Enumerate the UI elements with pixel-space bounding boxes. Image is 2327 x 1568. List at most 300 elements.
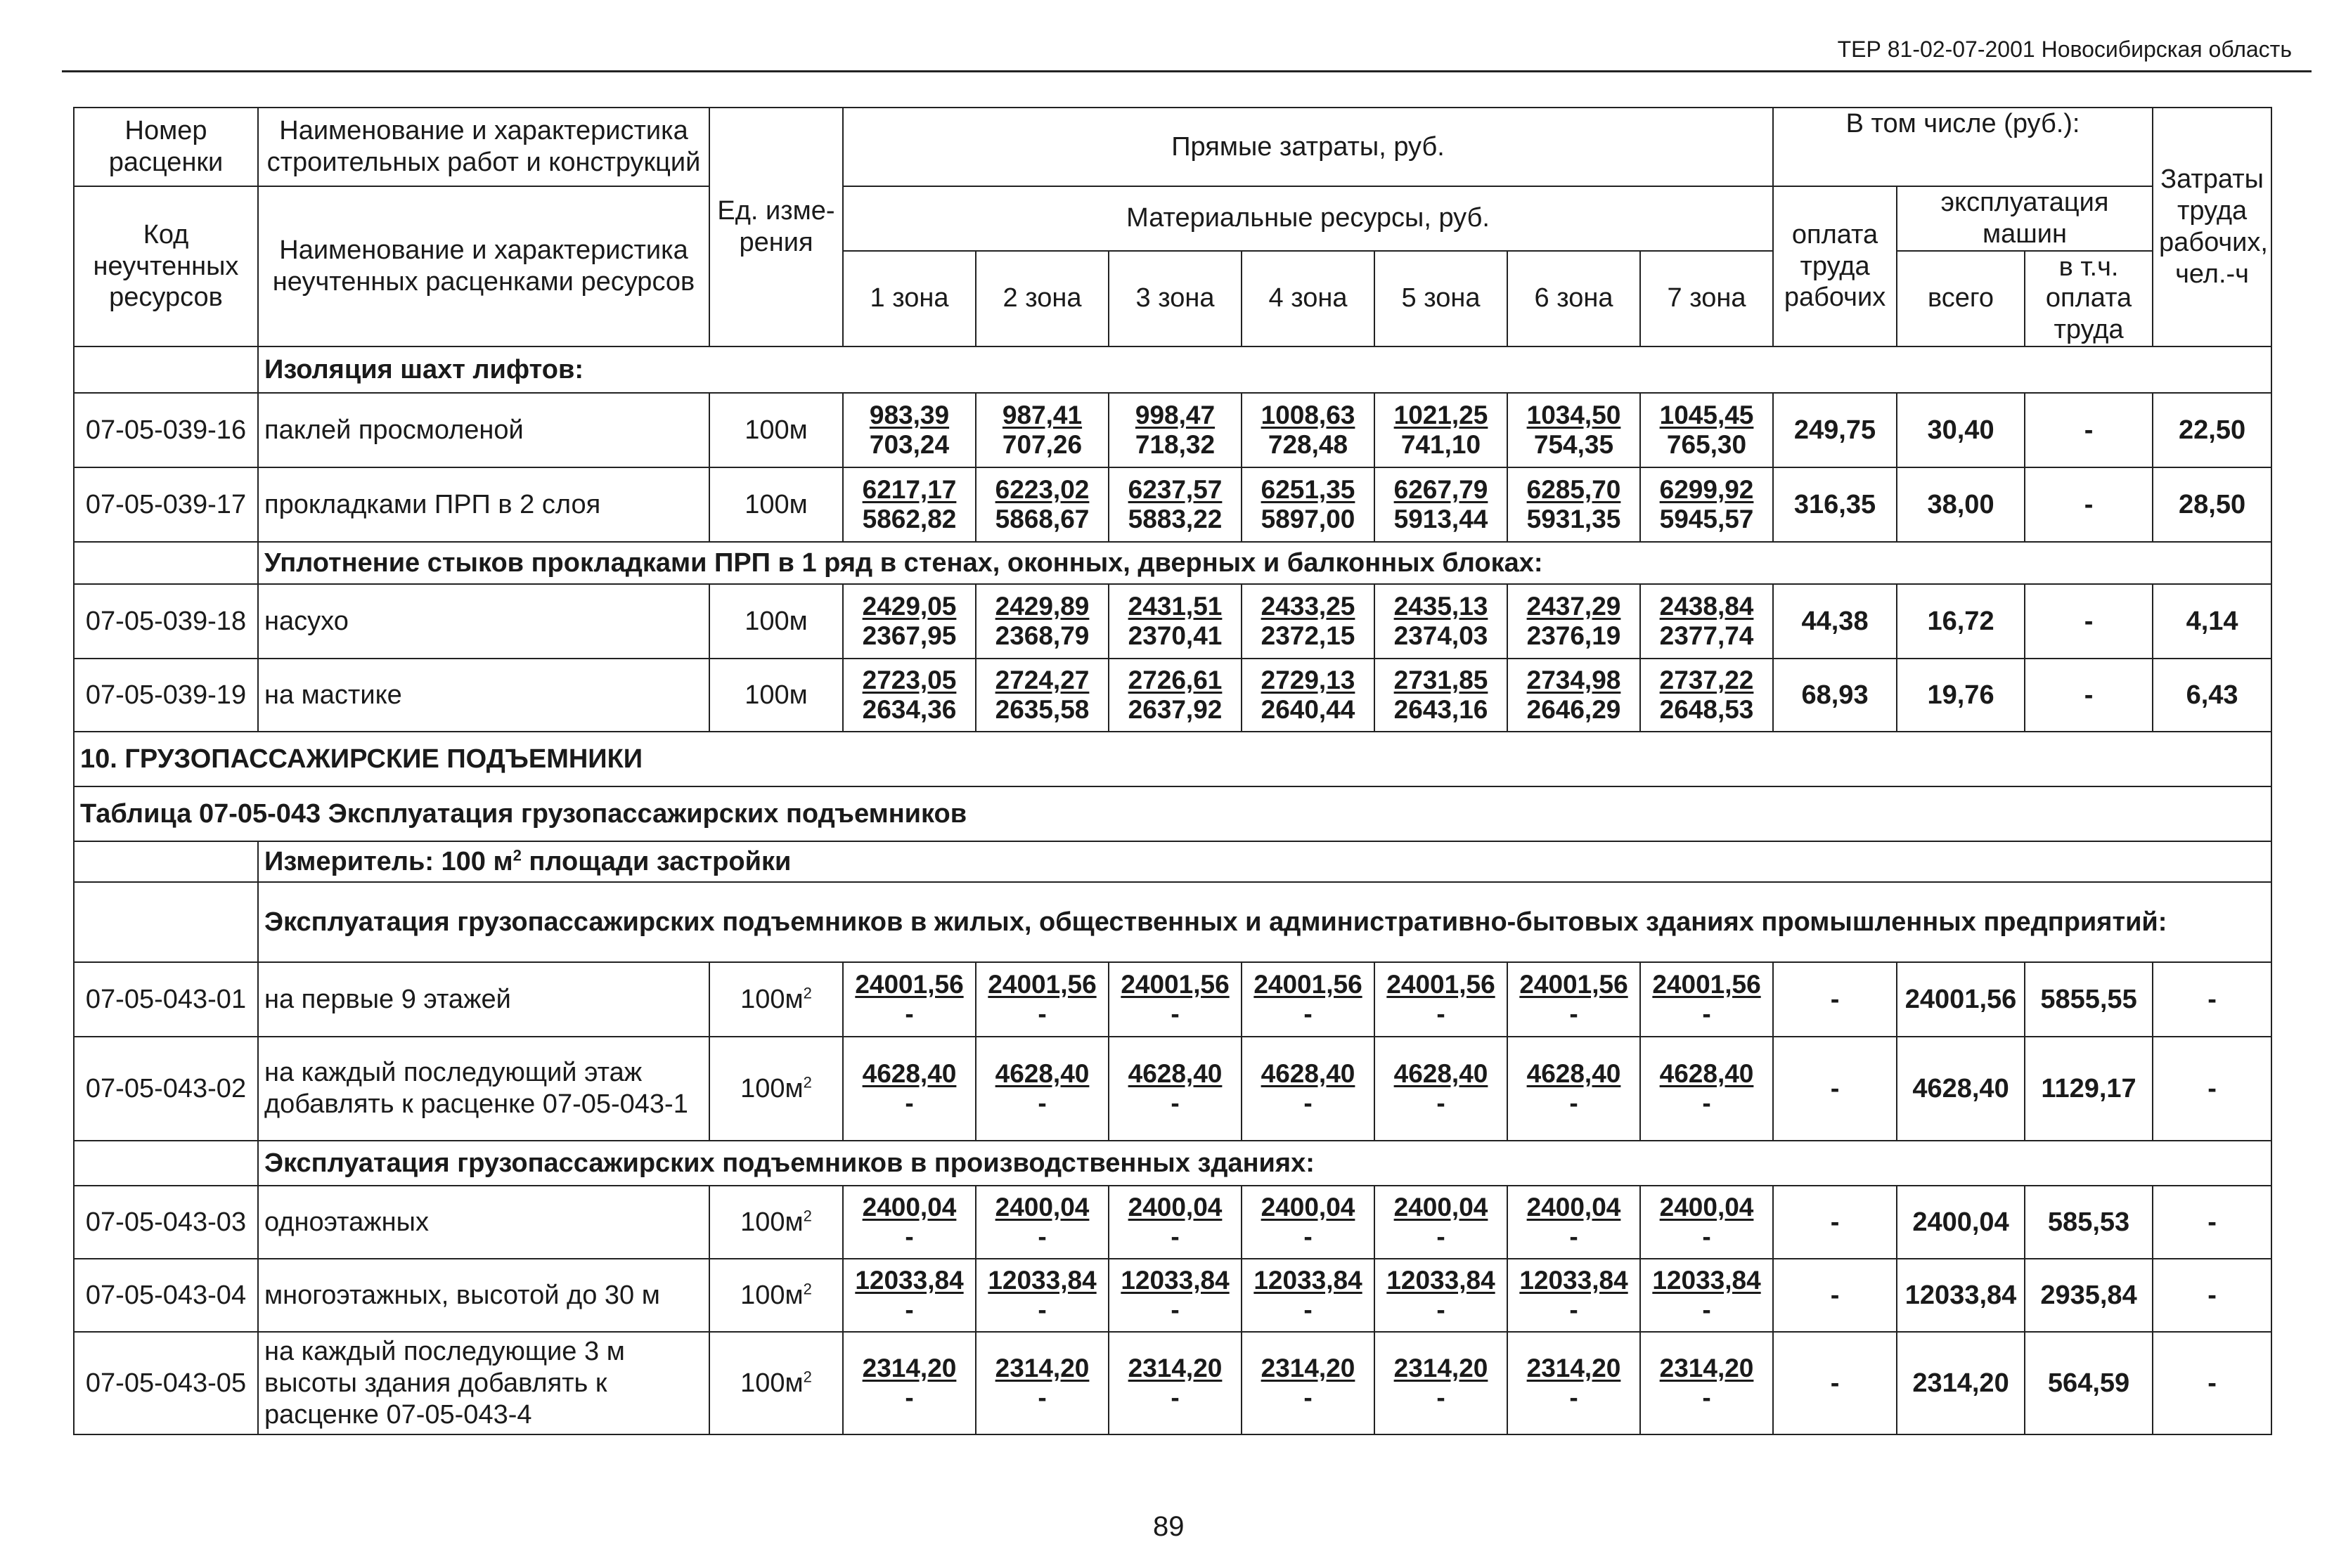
direct-cost: 2429,05 xyxy=(862,591,957,621)
zone-price-cell xyxy=(1242,1186,1374,1259)
rate-name: одноэтажных xyxy=(258,1186,709,1259)
zone-price-cell xyxy=(843,393,976,467)
machine-total: 30,40 xyxy=(1897,393,2025,467)
unit-text: 100м xyxy=(740,1207,804,1237)
meter-label xyxy=(258,841,2271,882)
unit-cell xyxy=(709,962,843,1037)
rate-code: 07-05-043-01 xyxy=(74,962,258,1037)
direct-cost: 2400,04 xyxy=(1659,1192,1754,1222)
unit-sup: 2 xyxy=(803,1207,812,1225)
zone-header: 5 зона xyxy=(1374,251,1507,346)
zone-price-cell xyxy=(1640,1037,1773,1141)
table-row xyxy=(74,467,2271,542)
material-cost: - xyxy=(905,1295,914,1325)
unit-cell xyxy=(709,393,843,467)
unit-text: 100м xyxy=(740,1280,804,1310)
material-cost: - xyxy=(1171,999,1180,1029)
direct-cost: 2435,13 xyxy=(1393,591,1488,621)
material-cost: 2374,03 xyxy=(1393,621,1488,651)
material-cost: - xyxy=(1702,1383,1711,1413)
zone-price-cell xyxy=(1109,1037,1242,1141)
direct-cost: 2400,04 xyxy=(1393,1192,1488,1222)
table-row xyxy=(74,1186,2271,1259)
unit-sup: 2 xyxy=(803,1280,812,1298)
rate-name: прокладками ПРП в 2 слоя xyxy=(258,467,709,542)
zone-header: 3 зона xyxy=(1109,251,1242,346)
material-cost: - xyxy=(905,1222,914,1252)
zone-price-cell xyxy=(1242,1037,1374,1141)
material-cost: - xyxy=(1569,1383,1578,1413)
unit-cell xyxy=(709,467,843,542)
zone-price-cell xyxy=(843,1186,976,1259)
table-row xyxy=(74,1037,2271,1141)
section-row xyxy=(74,882,2271,962)
col-header-direct: Прямые затраты, руб. xyxy=(843,108,1773,186)
zone-price-cell xyxy=(976,659,1109,732)
machine-wage: 585,53 xyxy=(2025,1186,2153,1259)
zone-price-cell xyxy=(1507,1259,1640,1332)
material-cost: - xyxy=(1171,1089,1180,1118)
unit-text: 100м xyxy=(740,1368,804,1398)
zone-price-cell xyxy=(1640,1332,1773,1434)
direct-cost: 2314,20 xyxy=(1659,1353,1754,1382)
labor-value: 6,43 xyxy=(2153,659,2271,732)
material-cost: 2648,53 xyxy=(1659,695,1754,725)
material-cost: - xyxy=(905,1089,914,1118)
wage-value: 249,75 xyxy=(1773,393,1897,467)
direct-cost: 2734,98 xyxy=(1526,665,1621,694)
direct-cost: 2314,20 xyxy=(1393,1353,1488,1382)
zone-price-cell xyxy=(1242,1259,1374,1332)
direct-cost: 6217,17 xyxy=(862,474,957,504)
zone-price-cell xyxy=(976,1186,1109,1259)
zone-price-cell xyxy=(1374,962,1507,1037)
zone-price-cell xyxy=(976,1259,1109,1332)
header-divider xyxy=(62,70,2312,72)
material-cost: 765,30 xyxy=(1666,430,1747,460)
material-cost: 5931,35 xyxy=(1526,505,1621,534)
rate-name: насухо xyxy=(258,584,709,659)
zone-price-cell xyxy=(1507,584,1640,659)
zone-price-cell xyxy=(843,962,976,1037)
direct-cost: 2314,20 xyxy=(1526,1353,1621,1382)
material-cost: 5868,67 xyxy=(995,505,1090,534)
zone-price-cell xyxy=(843,1332,976,1434)
machine-wage: - xyxy=(2025,467,2153,542)
unit-text: 100м xyxy=(740,984,804,1014)
table-row xyxy=(74,1259,2271,1332)
zone-price-cell xyxy=(1242,467,1374,542)
heading-row xyxy=(74,732,2271,786)
zone-price-cell xyxy=(1109,1186,1242,1259)
material-cost: 2376,19 xyxy=(1526,621,1621,651)
price-table xyxy=(73,107,2272,1435)
direct-cost: 2400,04 xyxy=(862,1192,957,1222)
unit-cell xyxy=(709,1259,843,1332)
direct-cost: 2726,61 xyxy=(1128,665,1223,694)
section-title: Эксплуатация грузопассажирских подъемников в жилых, общественных и административно-бытовых зданиях промышленных предприятий: xyxy=(258,882,2271,962)
material-cost: 718,32 xyxy=(1135,430,1216,460)
material-cost: - xyxy=(1702,999,1711,1029)
zone-price-cell xyxy=(1640,659,1773,732)
material-cost: - xyxy=(1303,1089,1313,1118)
material-cost: - xyxy=(1171,1295,1180,1325)
direct-cost: 12033,84 xyxy=(1652,1265,1761,1295)
machine-total: 38,00 xyxy=(1897,467,2025,542)
unit-sup: 2 xyxy=(803,984,812,1002)
col-header-number: Номер расценки xyxy=(74,108,258,186)
zone-price-cell xyxy=(1374,1332,1507,1434)
direct-cost: 2314,20 xyxy=(995,1353,1090,1382)
zone-price-cell xyxy=(1109,659,1242,732)
col-header-code: Код неучтенных ресурсов xyxy=(74,186,258,346)
direct-cost: 6267,79 xyxy=(1393,474,1488,504)
rate-code: 07-05-039-19 xyxy=(74,659,258,732)
direct-cost: 2314,20 xyxy=(1128,1353,1223,1382)
unit-text: 100м xyxy=(744,489,808,519)
wage-value: - xyxy=(1773,1037,1897,1141)
material-cost: - xyxy=(1303,1295,1313,1325)
zone-price-cell xyxy=(976,1037,1109,1141)
col-header-wage: оплата труда рабочих xyxy=(1773,186,1897,346)
section-title: Изоляция шахт лифтов: xyxy=(258,346,2271,393)
col-header-name: Наименование и характеристика строительных работ и конструкций xyxy=(258,108,709,186)
zone-price-cell xyxy=(1507,1332,1640,1434)
material-cost: - xyxy=(1436,999,1445,1029)
zone-price-cell xyxy=(843,467,976,542)
labor-value: 28,50 xyxy=(2153,467,2271,542)
material-cost: 2370,41 xyxy=(1128,621,1223,651)
zone-price-cell xyxy=(1374,584,1507,659)
material-cost: 2634,36 xyxy=(862,695,957,725)
direct-cost: 2400,04 xyxy=(1128,1192,1223,1222)
direct-cost: 24001,56 xyxy=(1121,969,1230,999)
direct-cost: 24001,56 xyxy=(855,969,964,999)
zone-price-cell xyxy=(1374,1186,1507,1259)
machine-total: 19,76 xyxy=(1897,659,2025,732)
zone-price-cell xyxy=(843,1259,976,1332)
material-cost: - xyxy=(1702,1295,1711,1325)
section-row xyxy=(74,542,2271,584)
unit-sup: 2 xyxy=(803,1368,812,1386)
zone-header: 2 зона xyxy=(976,251,1109,346)
zone-price-cell xyxy=(976,467,1109,542)
empty-cell xyxy=(74,841,258,882)
direct-cost: 6251,35 xyxy=(1261,474,1355,504)
direct-cost: 4628,40 xyxy=(1261,1058,1355,1088)
unit-cell xyxy=(709,1037,843,1141)
material-cost: - xyxy=(1171,1222,1180,1252)
material-cost: 754,35 xyxy=(1533,430,1614,460)
zone-price-cell xyxy=(1109,1332,1242,1434)
labor-value: - xyxy=(2153,1186,2271,1259)
material-cost: - xyxy=(1569,1089,1578,1118)
col-header-machines: эксплуатация машин xyxy=(1897,186,2153,251)
direct-cost: 2400,04 xyxy=(1261,1192,1355,1222)
machine-total: 2400,04 xyxy=(1897,1186,2025,1259)
direct-cost: 2724,27 xyxy=(995,665,1090,694)
section-title: Эксплуатация грузопассажирских подъемников в производственных зданиях: xyxy=(258,1141,2271,1186)
direct-cost: 4628,40 xyxy=(1659,1058,1754,1088)
material-cost: - xyxy=(1436,1089,1445,1118)
unit-text: 100м xyxy=(744,606,808,636)
zone-price-cell xyxy=(1109,467,1242,542)
col-header-incl-wage: в т.ч. оплата труда xyxy=(2025,251,2153,346)
zone-price-cell xyxy=(1374,1037,1507,1141)
zone-price-cell xyxy=(1242,1332,1374,1434)
zone-price-cell xyxy=(976,393,1109,467)
section-row xyxy=(74,1141,2271,1186)
rate-code: 07-05-039-18 xyxy=(74,584,258,659)
zone-price-cell xyxy=(1640,467,1773,542)
zone-price-cell xyxy=(843,584,976,659)
labor-value: - xyxy=(2153,1332,2271,1434)
material-cost: 728,48 xyxy=(1268,430,1348,460)
rate-name: на первые 9 этажей xyxy=(258,962,709,1037)
zone-price-cell xyxy=(1242,393,1374,467)
col-header-materials: Материальные ресурсы, руб. xyxy=(843,186,1773,251)
material-cost: 2372,15 xyxy=(1261,621,1355,651)
machine-total: 4628,40 xyxy=(1897,1037,2025,1141)
zone-price-cell xyxy=(976,584,1109,659)
direct-cost: 4628,40 xyxy=(995,1058,1090,1088)
material-cost: 2640,44 xyxy=(1261,695,1355,725)
direct-cost: 6285,70 xyxy=(1526,474,1621,504)
material-cost: - xyxy=(1038,1383,1047,1413)
unit-text: 100м xyxy=(744,680,808,710)
material-cost: - xyxy=(1569,1295,1578,1325)
rate-code: 07-05-043-02 xyxy=(74,1037,258,1141)
page-number: 89 xyxy=(1153,1511,1185,1542)
wage-value: - xyxy=(1773,1332,1897,1434)
material-cost: - xyxy=(905,999,914,1029)
material-cost: - xyxy=(1436,1295,1445,1325)
zone-price-cell xyxy=(1109,584,1242,659)
direct-cost: 2314,20 xyxy=(862,1353,957,1382)
rate-name: многоэтажных, высотой до 30 м xyxy=(258,1259,709,1332)
table-row xyxy=(74,584,2271,659)
zone-price-cell xyxy=(1242,962,1374,1037)
zone-price-cell xyxy=(1507,393,1640,467)
rate-code: 07-05-043-05 xyxy=(74,1332,258,1434)
direct-cost: 2723,05 xyxy=(862,665,957,694)
wage-value: 316,35 xyxy=(1773,467,1897,542)
zone-price-cell xyxy=(1507,1037,1640,1141)
labor-value: - xyxy=(2153,1259,2271,1332)
direct-cost: 24001,56 xyxy=(1253,969,1362,999)
table-heading: Таблица 07-05-043 Эксплуатация грузопассажирских подъемников xyxy=(74,786,2271,841)
col-header-resources: Наименование и характеристика неучтенных расценками ресурсов xyxy=(258,186,709,346)
material-cost: 741,10 xyxy=(1400,430,1481,460)
zone-price-cell xyxy=(1640,393,1773,467)
machine-wage: 2935,84 xyxy=(2025,1259,2153,1332)
material-cost: 5862,82 xyxy=(862,505,957,534)
direct-cost: 2314,20 xyxy=(1261,1353,1355,1382)
col-header-labor: Затраты труда рабочих, чел.-ч xyxy=(2153,108,2271,346)
direct-cost: 2729,13 xyxy=(1261,665,1355,694)
material-cost: - xyxy=(905,1383,914,1413)
zone-price-cell xyxy=(1242,659,1374,732)
material-cost: - xyxy=(1038,999,1047,1029)
wage-value: 44,38 xyxy=(1773,584,1897,659)
direct-cost: 4628,40 xyxy=(1128,1058,1223,1088)
material-cost: - xyxy=(1303,999,1313,1029)
rate-name: на каждый последующие 3 м высоты здания добавлять к расценке 07-05-043-4 xyxy=(258,1332,709,1434)
direct-cost: 2438,84 xyxy=(1659,591,1754,621)
table-row xyxy=(74,393,2271,467)
machine-wage: - xyxy=(2025,659,2153,732)
labor-value: 22,50 xyxy=(2153,393,2271,467)
unit-cell xyxy=(709,1332,843,1434)
direct-cost: 2429,89 xyxy=(995,591,1090,621)
unit-text: 100м xyxy=(744,415,808,445)
material-cost: - xyxy=(1038,1222,1047,1252)
zone-price-cell xyxy=(1640,1186,1773,1259)
material-cost: 707,26 xyxy=(1002,430,1083,460)
meter-text: Измеритель: 100 м xyxy=(264,846,513,876)
table-heading: 10. ГРУЗОПАССАЖИРСКИЕ ПОДЪЕМНИКИ xyxy=(74,732,2271,786)
material-cost: 5897,00 xyxy=(1261,505,1355,534)
machine-total: 2314,20 xyxy=(1897,1332,2025,1434)
material-cost: 5883,22 xyxy=(1128,505,1223,534)
col-header-total: всего xyxy=(1897,251,2025,346)
material-cost: - xyxy=(1171,1383,1180,1413)
direct-cost: 6299,92 xyxy=(1659,474,1754,504)
empty-cell xyxy=(74,882,258,962)
direct-cost: 24001,56 xyxy=(988,969,1097,999)
material-cost: 703,24 xyxy=(869,430,950,460)
zone-price-cell xyxy=(1640,584,1773,659)
direct-cost: 998,47 xyxy=(1135,400,1216,429)
zone-header: 7 зона xyxy=(1640,251,1773,346)
unit-cell xyxy=(709,584,843,659)
material-cost: - xyxy=(1038,1089,1047,1118)
material-cost: 2377,74 xyxy=(1659,621,1754,651)
direct-cost: 2433,25 xyxy=(1261,591,1355,621)
machine-wage: - xyxy=(2025,393,2153,467)
direct-cost: 4628,40 xyxy=(862,1058,957,1088)
rate-name: на каждый последующий этаж добавлять к расценке 07-05-043-1 xyxy=(258,1037,709,1141)
direct-cost: 2731,85 xyxy=(1393,665,1488,694)
wage-value: - xyxy=(1773,1186,1897,1259)
machine-wage: - xyxy=(2025,584,2153,659)
rate-name: паклей просмоленой xyxy=(258,393,709,467)
labor-value: 4,14 xyxy=(2153,584,2271,659)
page-header: ТЕР 81-02-07-2001 Новосибирская область xyxy=(1837,37,2292,62)
machine-wage: 564,59 xyxy=(2025,1332,2153,1434)
zone-price-cell xyxy=(1109,393,1242,467)
zone-price-cell xyxy=(1507,962,1640,1037)
zone-price-cell xyxy=(1507,1186,1640,1259)
unit-text: 100м xyxy=(740,1073,804,1103)
direct-cost: 24001,56 xyxy=(1519,969,1628,999)
zone-price-cell xyxy=(1374,1259,1507,1332)
machine-total: 12033,84 xyxy=(1897,1259,2025,1332)
material-cost: - xyxy=(1038,1295,1047,1325)
direct-cost: 12033,84 xyxy=(1253,1265,1362,1295)
meter-sup: 2 xyxy=(513,846,522,864)
zone-price-cell xyxy=(1242,584,1374,659)
direct-cost: 1021,25 xyxy=(1393,400,1488,429)
wage-value: 68,93 xyxy=(1773,659,1897,732)
machine-wage: 1129,17 xyxy=(2025,1037,2153,1141)
zone-price-cell xyxy=(1640,962,1773,1037)
zone-price-cell xyxy=(1374,393,1507,467)
rate-code: 07-05-043-03 xyxy=(74,1186,258,1259)
material-cost: 2643,16 xyxy=(1393,695,1488,725)
machine-total: 24001,56 xyxy=(1897,962,2025,1037)
col-header-incl: В том числе (руб.): xyxy=(1773,108,2153,186)
zone-price-cell xyxy=(1374,467,1507,542)
direct-cost: 2400,04 xyxy=(995,1192,1090,1222)
material-cost: 2367,95 xyxy=(862,621,957,651)
material-cost: 2646,29 xyxy=(1526,695,1621,725)
rate-code: 07-05-043-04 xyxy=(74,1259,258,1332)
material-cost: - xyxy=(1436,1222,1445,1252)
col-header-unit: Ед. изме-рения xyxy=(709,108,843,346)
direct-cost: 2400,04 xyxy=(1526,1192,1621,1222)
machine-wage: 5855,55 xyxy=(2025,962,2153,1037)
unit-sup: 2 xyxy=(803,1073,812,1091)
zone-header: 1 зона xyxy=(843,251,976,346)
zone-price-cell xyxy=(1640,1259,1773,1332)
direct-cost: 12033,84 xyxy=(855,1265,964,1295)
unit-cell xyxy=(709,1186,843,1259)
zone-price-cell xyxy=(976,1332,1109,1434)
rate-code: 07-05-039-17 xyxy=(74,467,258,542)
direct-cost: 1034,50 xyxy=(1526,400,1621,429)
material-cost: - xyxy=(1569,999,1578,1029)
zone-price-cell xyxy=(1109,1259,1242,1332)
table-row xyxy=(74,962,2271,1037)
section-title: Уплотнение стыков прокладками ПРП в 1 ряд в стенах, оконных, дверных и балконных блоках: xyxy=(258,542,2271,584)
direct-cost: 4628,40 xyxy=(1526,1058,1621,1088)
empty-cell xyxy=(74,542,258,584)
direct-cost: 12033,84 xyxy=(1386,1265,1495,1295)
direct-cost: 12033,84 xyxy=(1121,1265,1230,1295)
table-row xyxy=(74,659,2271,732)
direct-cost: 24001,56 xyxy=(1652,969,1761,999)
wage-value: - xyxy=(1773,1259,1897,1332)
material-cost: - xyxy=(1436,1383,1445,1413)
direct-cost: 6223,02 xyxy=(995,474,1090,504)
zone-price-cell xyxy=(843,1037,976,1141)
zone-price-cell xyxy=(843,659,976,732)
material-cost: - xyxy=(1569,1222,1578,1252)
direct-cost: 987,41 xyxy=(1002,400,1083,429)
zone-price-cell xyxy=(1374,659,1507,732)
direct-cost: 24001,56 xyxy=(1386,969,1495,999)
direct-cost: 2437,29 xyxy=(1526,591,1621,621)
material-cost: 2635,58 xyxy=(995,695,1090,725)
machine-total: 16,72 xyxy=(1897,584,2025,659)
direct-cost: 6237,57 xyxy=(1128,474,1223,504)
direct-cost: 2431,51 xyxy=(1128,591,1223,621)
material-cost: - xyxy=(1303,1222,1313,1252)
direct-cost: 1045,45 xyxy=(1659,400,1754,429)
material-cost: - xyxy=(1702,1222,1711,1252)
table-row xyxy=(74,1332,2271,1434)
zone-header: 6 зона xyxy=(1507,251,1640,346)
zone-price-cell xyxy=(1507,467,1640,542)
direct-cost: 4628,40 xyxy=(1393,1058,1488,1088)
empty-cell xyxy=(74,346,258,393)
material-cost: - xyxy=(1702,1089,1711,1118)
material-cost: - xyxy=(1303,1383,1313,1413)
wage-value: - xyxy=(1773,962,1897,1037)
empty-cell xyxy=(74,1141,258,1186)
heading-row xyxy=(74,786,2271,841)
